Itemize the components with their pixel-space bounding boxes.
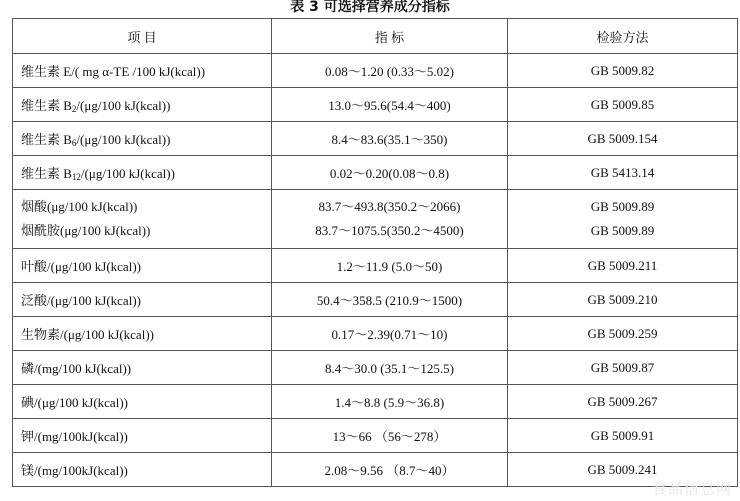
test-method: GB 5009.82 bbox=[508, 54, 738, 88]
nutrient-value bbox=[272, 190, 508, 249]
nutrient-value: 1.2～11.9 (5.0～50) bbox=[272, 249, 508, 283]
header-item: 项 目 bbox=[13, 19, 272, 54]
nutrient-value: 8.4～83.6(35.1～350) bbox=[272, 122, 508, 156]
nutrient-name: 维生素 $B_{12}/(\mu g/100$ kJ(kcal)) bbox=[13, 156, 272, 190]
test-method: GB 5413.14 bbox=[508, 156, 738, 190]
niacin-label: 烟酸(μg/100 kJ(kcal)) bbox=[21, 199, 138, 214]
niacin-value: 83.7～493.8(350.2～2066) bbox=[318, 199, 461, 214]
nutrient-name: 维生素 E/( mg α-TE /100 kJ(kcal)) bbox=[13, 54, 272, 88]
header-method: 检验方法 bbox=[508, 19, 738, 54]
test-method: GB 5009.85 bbox=[508, 88, 738, 122]
nutrient-name: 叶酸/(μg/100 kJ(kcal)) bbox=[13, 249, 272, 283]
table-row bbox=[13, 283, 738, 317]
nutrient-value: 1.4～8.8 (5.9～36.8) bbox=[272, 385, 508, 419]
table-row bbox=[13, 249, 738, 283]
nicotinamide-label: 烟酰胺(μg/100 kJ(kcal)) bbox=[21, 223, 151, 238]
nutrient-name: 生物素/(μg/100 kJ(kcal)) bbox=[13, 317, 272, 351]
test-method: GB 5009.91 bbox=[508, 419, 738, 453]
nicotinamide-value: 83.7～1075.5(350.2～4500) bbox=[315, 223, 464, 238]
table-row bbox=[13, 419, 738, 453]
table-row bbox=[13, 317, 738, 351]
test-method: GB 5009.210 bbox=[508, 283, 738, 317]
test-method: GB 5009.154 bbox=[508, 122, 738, 156]
test-method: GB 5009.211 bbox=[508, 249, 738, 283]
nutrient-value: 2.08～9.56 （8.7～40） bbox=[272, 453, 508, 487]
nutrient-value: 0.17～2.39(0.71～10) bbox=[272, 317, 508, 351]
table-row bbox=[13, 351, 738, 385]
test-method: GB 5009.267 bbox=[508, 385, 738, 419]
nutrient-name: 钾/(mg/100kJ(kcal)) bbox=[13, 419, 272, 453]
test-method bbox=[508, 190, 738, 249]
test-method: GB 5009.87 bbox=[508, 351, 738, 385]
nutrient-value: 8.4～30.0 (35.1～125.5) bbox=[272, 351, 508, 385]
nutrient-value: 13～66 （56～278） bbox=[272, 419, 508, 453]
watermark: 食品信息网 bbox=[651, 480, 732, 498]
test-method: GB 5009.241 bbox=[508, 453, 738, 487]
nutrient-name: 磷/(mg/100 kJ(kcal)) bbox=[13, 351, 272, 385]
table-row bbox=[13, 122, 738, 156]
table-row bbox=[13, 385, 738, 419]
nutrient-name: 维生素 $B_6/(\mu g/100$ kJ(kcal)) bbox=[13, 122, 272, 156]
table-row bbox=[13, 156, 738, 190]
nicotinamide-method: GB 5009.89 bbox=[590, 223, 655, 238]
nutrient-value: 0.02～0.20(0.08～0.8) bbox=[272, 156, 508, 190]
table-row bbox=[13, 88, 738, 122]
table-header-row bbox=[13, 19, 738, 54]
nutrient-name: 泛酸/(μg/100 kJ(kcal)) bbox=[13, 283, 272, 317]
header-index: 指 标 bbox=[272, 19, 508, 54]
table-title: 表 3 可选择营养成分指标 bbox=[290, 0, 450, 15]
nutrient-name bbox=[13, 190, 272, 249]
nutrient-value: 50.4～358.5 (210.9～1500) bbox=[272, 283, 508, 317]
nutrient-value: 0.08～1.20 (0.33～5.02) bbox=[272, 54, 508, 88]
nutrient-name: 镁/(mg/100kJ(kcal)) bbox=[13, 453, 272, 487]
test-method: GB 5009.259 bbox=[508, 317, 738, 351]
nutrient-table bbox=[12, 18, 738, 487]
nutrient-name: 碘/(μg/100 kJ(kcal)) bbox=[13, 385, 272, 419]
nutrient-name: 维生素 $B_2/(\mu g/100$ kJ(kcal)) bbox=[13, 88, 272, 122]
niacin-method: GB 5009.89 bbox=[590, 199, 655, 214]
table-row bbox=[13, 453, 738, 487]
table-row bbox=[13, 190, 738, 249]
nutrient-value: 13.0～95.6(54.4～400) bbox=[272, 88, 508, 122]
table-row bbox=[13, 54, 738, 88]
